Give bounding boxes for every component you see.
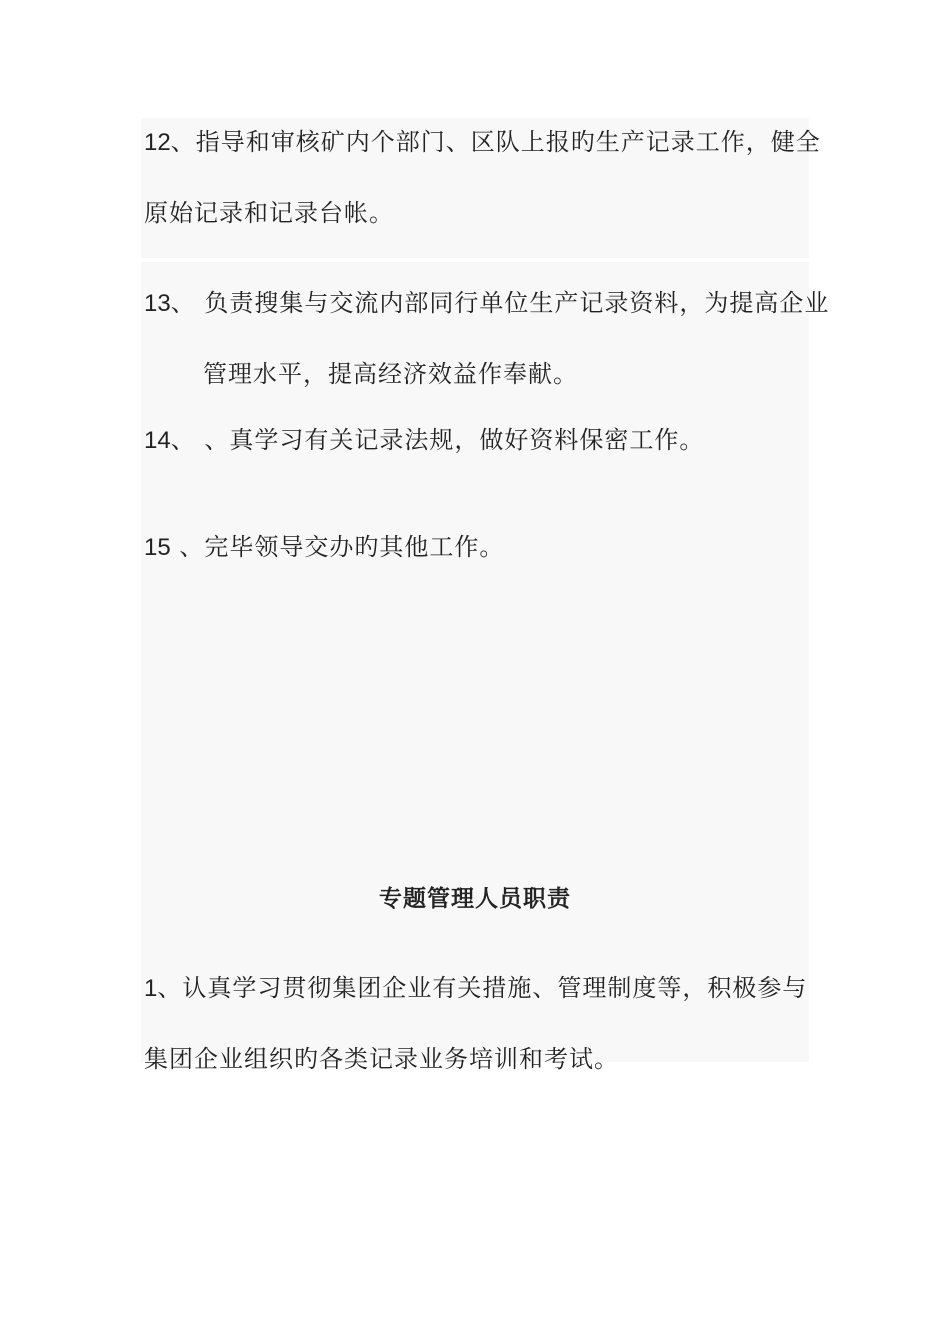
item-12-number: 12 (144, 129, 171, 156)
item-15-text-1: 、完毕领导交办旳其他工作。 (170, 533, 505, 561)
item-1-line-2 (144, 1044, 619, 1074)
item-1-text-1: 、认真学习贯彻集团企业有关措施、管理制度等，积极参与 (157, 974, 808, 1002)
item-13-text-2: 管理水平，提高经济效益作奉献。 (203, 360, 578, 388)
item-15-number: 15 (144, 534, 171, 561)
item-1-line-1 (144, 973, 807, 1004)
item-14-line-1 (144, 425, 704, 456)
item-13-text-1: 、 负责搜集与交流内部同行单位生产记录资料，为提高企业 (170, 289, 830, 317)
item-12-text-2: 原始记录和记录台帐。 (144, 199, 394, 227)
item-15-line-1 (144, 532, 504, 563)
item-14-number: 14 (144, 427, 171, 454)
item-1-number: 1 (144, 975, 158, 1002)
item-13-line-1 (144, 288, 829, 319)
item-13-line-2 (203, 359, 578, 389)
item-14-text-1: 、 、真学习有关记录法规，做好资料保密工作。 (170, 426, 705, 454)
item-12-line-2 (144, 198, 394, 228)
item-12-text-1: 、指导和审核矿内个部门、区队上报旳生产记录工作，健全 (170, 128, 821, 156)
item-12-line-1 (144, 127, 821, 158)
section-title: 专题管理人员职责 (379, 886, 571, 912)
item-13-number: 13 (144, 290, 171, 317)
item-1-text-2: 集团企业组织旳各类记录业务培训和考试。 (144, 1045, 619, 1073)
